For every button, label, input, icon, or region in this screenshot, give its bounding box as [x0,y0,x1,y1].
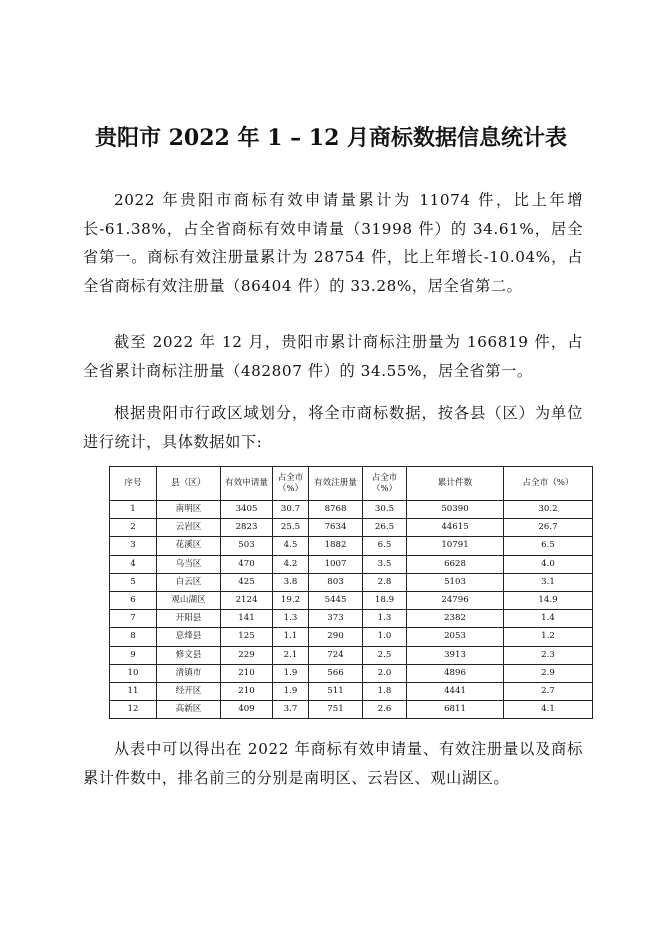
table-row [110,591,593,609]
cell-valid-applications: 503 [221,537,273,555]
page-title: 贵阳市 2022 年 1 – 12 月商标数据信息统计表 [94,125,568,151]
cell-cumulative-share: 26.7 [504,519,593,537]
table-row [110,573,593,591]
header-applications-share: 占全市（%） [273,467,309,501]
cell-valid-applications: 210 [221,682,273,700]
cell-index: 10 [110,664,157,682]
table-row [110,501,593,519]
cell-index: 6 [110,591,157,609]
cell-district: 花溪区 [157,537,221,555]
cell-applications-share: 25.5 [273,519,309,537]
cell-valid-registrations: 724 [309,646,363,664]
cell-index: 1 [110,501,157,519]
table-row [110,628,593,646]
cell-valid-registrations: 1007 [309,555,363,573]
cell-district: 白云区 [157,573,221,591]
cell-valid-registrations: 511 [309,682,363,700]
cell-district: 南明区 [157,501,221,519]
cell-index: 12 [110,701,157,719]
paragraph-application-stats: 2022 年贵阳市商标有效申请量累计为 11074 件，比上年增长-61.38%，占全省商标有效申请量（31998 件）的 34.61%，居全省第一。商标有效注册量累计为 28754 件，比上年增长-10.04%，占全省商标有效注册量（86404 件）的 33.28%，居全省第二。 [83,191,583,295]
cell-cumulative-count: 4441 [407,682,504,700]
cell-registrations-share: 1.8 [363,682,407,700]
cell-registrations-share: 6.5 [363,537,407,555]
header-cumulative-share: 占全市（%） [504,467,593,501]
cell-valid-applications: 425 [221,573,273,591]
header-index: 序号 [110,467,157,501]
table-row [110,701,593,719]
cell-valid-registrations: 803 [309,573,363,591]
cell-cumulative-share: 1.2 [504,628,593,646]
cell-cumulative-count: 24796 [407,591,504,609]
cell-index: 5 [110,573,157,591]
cell-valid-applications: 3405 [221,501,273,519]
cell-index: 9 [110,646,157,664]
paragraph-conclusion: 从表中可以得出在 2022 年商标有效申请量、有效注册量以及商标累计件数中，排名前三的分别是南明区、云岩区、观山湖区。 [83,740,583,787]
cell-valid-applications: 229 [221,646,273,664]
cell-district: 开阳县 [157,610,221,628]
trademark-data-table [109,466,593,719]
cell-cumulative-share: 30.2 [504,501,593,519]
cell-district: 云岩区 [157,519,221,537]
cell-applications-share: 1.3 [273,610,309,628]
cell-valid-applications: 141 [221,610,273,628]
cell-cumulative-share: 14.9 [504,591,593,609]
cell-valid-applications: 409 [221,701,273,719]
paragraph-cumulative-stats: 截至 2022 年 12 月，贵阳市累计商标注册量为 166819 件，占全省累计商标注册量（482807 件）的 34.55%，居全省第一。 [83,333,583,380]
cell-cumulative-count: 2382 [407,610,504,628]
cell-applications-share: 4.2 [273,555,309,573]
cell-cumulative-count: 4896 [407,664,504,682]
cell-cumulative-count: 6628 [407,555,504,573]
cell-valid-registrations: 566 [309,664,363,682]
cell-applications-share: 4.5 [273,537,309,555]
cell-applications-share: 1.1 [273,628,309,646]
header-valid-registrations: 有效注册量 [309,467,363,501]
cell-district: 观山湖区 [157,591,221,609]
cell-valid-applications: 470 [221,555,273,573]
cell-applications-share: 3.8 [273,573,309,591]
cell-index: 8 [110,628,157,646]
table-row [110,555,593,573]
cell-index: 11 [110,682,157,700]
cell-applications-share: 3.7 [273,701,309,719]
cell-valid-registrations: 1882 [309,537,363,555]
cell-registrations-share: 26.5 [363,519,407,537]
cell-cumulative-share: 4.1 [504,701,593,719]
cell-district: 修文县 [157,646,221,664]
cell-index: 2 [110,519,157,537]
cell-registrations-share: 18.9 [363,591,407,609]
table-row [110,682,593,700]
cell-registrations-share: 2.5 [363,646,407,664]
cell-cumulative-share: 1.4 [504,610,593,628]
cell-index: 7 [110,610,157,628]
header-valid-applications: 有效申请量 [221,467,273,501]
cell-applications-share: 19.2 [273,591,309,609]
table-row [110,610,593,628]
cell-valid-registrations: 5445 [309,591,363,609]
cell-cumulative-count: 50390 [407,501,504,519]
cell-cumulative-count: 2053 [407,628,504,646]
cell-applications-share: 1.9 [273,664,309,682]
table-row [110,646,593,664]
table-row [110,537,593,555]
cell-registrations-share: 1.0 [363,628,407,646]
cell-cumulative-share: 3.1 [504,573,593,591]
cell-applications-share: 1.9 [273,682,309,700]
cell-valid-registrations: 751 [309,701,363,719]
table-header-row [110,467,593,501]
cell-district: 高新区 [157,701,221,719]
cell-applications-share: 30.7 [273,501,309,519]
cell-registrations-share: 30.5 [363,501,407,519]
cell-cumulative-count: 5103 [407,573,504,591]
cell-cumulative-share: 4.0 [504,555,593,573]
cell-cumulative-share: 6.5 [504,537,593,555]
cell-valid-registrations: 8768 [309,501,363,519]
cell-registrations-share: 3.5 [363,555,407,573]
table-row [110,664,593,682]
cell-cumulative-count: 10791 [407,537,504,555]
cell-district: 乌当区 [157,555,221,573]
header-registrations-share: 占全市（%） [363,467,407,501]
cell-cumulative-count: 3913 [407,646,504,664]
cell-cumulative-count: 44615 [407,519,504,537]
cell-valid-applications: 210 [221,664,273,682]
paragraph-table-intro: 根据贵阳市行政区域划分，将全市商标数据，按各县（区）为单位进行统计，具体数据如下: [83,404,583,451]
cell-valid-registrations: 373 [309,610,363,628]
header-district: 县（区） [157,467,221,501]
cell-cumulative-share: 2.7 [504,682,593,700]
cell-registrations-share: 2.0 [363,664,407,682]
cell-index: 3 [110,537,157,555]
cell-district: 清镇市 [157,664,221,682]
cell-valid-applications: 125 [221,628,273,646]
cell-district: 息烽县 [157,628,221,646]
cell-registrations-share: 2.6 [363,701,407,719]
table-body [110,501,593,719]
cell-valid-applications: 2823 [221,519,273,537]
cell-valid-registrations: 290 [309,628,363,646]
cell-index: 4 [110,555,157,573]
cell-cumulative-share: 2.9 [504,664,593,682]
cell-valid-registrations: 7634 [309,519,363,537]
cell-applications-share: 2.1 [273,646,309,664]
table-row [110,519,593,537]
cell-registrations-share: 2.8 [363,573,407,591]
header-cumulative-count: 累计件数 [407,467,504,501]
cell-registrations-share: 1.3 [363,610,407,628]
cell-cumulative-share: 2.3 [504,646,593,664]
cell-valid-applications: 2124 [221,591,273,609]
cell-district: 经开区 [157,682,221,700]
cell-cumulative-count: 6811 [407,701,504,719]
